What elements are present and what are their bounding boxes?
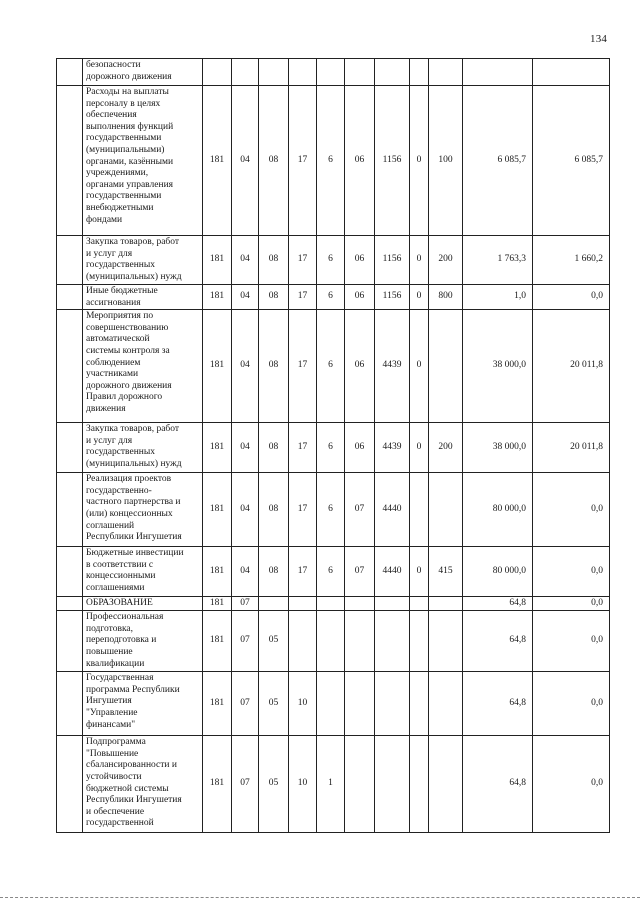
row-name: Профессиональная подготовка, переподготовка и повышение квалификации	[83, 611, 203, 672]
code-cell: 0	[410, 285, 429, 310]
code-cell: 4440	[375, 473, 410, 547]
amount-cell: 64,8	[463, 672, 533, 736]
code-cell	[429, 310, 463, 423]
code-cell: 6	[317, 423, 345, 473]
code-cell: 800	[429, 285, 463, 310]
code-cell	[375, 611, 410, 672]
code-cell	[410, 597, 429, 611]
code-cell	[317, 611, 345, 672]
amount-cell: 0,0	[533, 547, 610, 597]
code-cell	[410, 611, 429, 672]
code-cell	[289, 597, 317, 611]
code-cell: 04	[232, 423, 259, 473]
code-cell: 1156	[375, 285, 410, 310]
code-cell: 04	[232, 547, 259, 597]
code-cell	[317, 672, 345, 736]
code-cell: 17	[289, 86, 317, 236]
code-cell: 08	[259, 473, 289, 547]
code-cell: 08	[259, 285, 289, 310]
code-cell	[375, 672, 410, 736]
code-cell: 0	[410, 86, 429, 236]
code-cell: 08	[259, 236, 289, 285]
code-cell: 07	[232, 597, 259, 611]
amount-cell: 0,0	[533, 736, 610, 833]
code-cell: 17	[289, 285, 317, 310]
code-cell	[259, 59, 289, 86]
code-cell: 6	[317, 473, 345, 547]
code-cell: 10	[289, 736, 317, 833]
table-row	[57, 611, 610, 672]
row-name: Подпрограмма "Повышение сбалансированности и устойчивости бюджетной системы Республики Ингушетия и обеспечение государственной	[83, 736, 203, 833]
code-cell: 06	[345, 86, 375, 236]
code-cell	[345, 736, 375, 833]
row-name: безопасности дорожного движения	[83, 59, 203, 86]
code-cell	[429, 59, 463, 86]
code-cell	[345, 672, 375, 736]
table-row	[57, 547, 610, 597]
blank-cell	[57, 547, 83, 597]
amount-cell: 20 011,8	[533, 423, 610, 473]
code-cell: 4440	[375, 547, 410, 597]
code-cell	[232, 59, 259, 86]
amount-cell	[463, 59, 533, 86]
row-name: Мероприятия по совершенствованию автоматической системы контроля за соблюдением участниками дорожного движения Правил дорожного движения	[83, 310, 203, 423]
code-cell: 04	[232, 285, 259, 310]
blank-cell	[57, 736, 83, 833]
code-cell	[375, 59, 410, 86]
code-cell	[429, 736, 463, 833]
amount-cell: 6 085,7	[463, 86, 533, 236]
code-cell	[203, 59, 232, 86]
row-name: Закупка товаров, работ и услуг для государственных (муниципальных) нужд	[83, 423, 203, 473]
code-cell: 07	[345, 473, 375, 547]
code-cell: 181	[203, 86, 232, 236]
code-cell: 181	[203, 736, 232, 833]
blank-cell	[57, 611, 83, 672]
amount-cell: 1,0	[463, 285, 533, 310]
code-cell: 181	[203, 473, 232, 547]
row-name: Закупка товаров, работ и услуг для государственных (муниципальных) нужд	[83, 236, 203, 285]
table-row	[57, 672, 610, 736]
code-cell: 04	[232, 473, 259, 547]
budget-table	[56, 58, 610, 833]
code-cell: 1156	[375, 86, 410, 236]
amount-cell: 80 000,0	[463, 547, 533, 597]
table-row	[57, 285, 610, 310]
amount-cell: 64,8	[463, 597, 533, 611]
table-row	[57, 86, 610, 236]
code-cell: 181	[203, 672, 232, 736]
amount-cell: 38 000,0	[463, 310, 533, 423]
code-cell: 6	[317, 236, 345, 285]
code-cell: 17	[289, 473, 317, 547]
blank-cell	[57, 672, 83, 736]
code-cell	[375, 736, 410, 833]
code-cell	[429, 597, 463, 611]
code-cell: 05	[259, 736, 289, 833]
code-cell: 181	[203, 611, 232, 672]
code-cell: 08	[259, 310, 289, 423]
page-number: 134	[590, 33, 608, 45]
code-cell	[410, 59, 429, 86]
row-name: Расходы на выплаты персоналу в целях обеспечения выполнения функций государственными (муниципальными) органами, казёнными учреждениями, органами управления государственными внебюджетными фондами	[83, 86, 203, 236]
code-cell: 04	[232, 236, 259, 285]
amount-cell	[533, 59, 610, 86]
code-cell: 100	[429, 86, 463, 236]
code-cell: 200	[429, 423, 463, 473]
code-cell: 06	[345, 236, 375, 285]
code-cell: 0	[410, 423, 429, 473]
code-cell: 6	[317, 310, 345, 423]
amount-cell: 1 763,3	[463, 236, 533, 285]
table-row	[57, 236, 610, 285]
code-cell: 181	[203, 547, 232, 597]
blank-cell	[57, 423, 83, 473]
code-cell: 1156	[375, 236, 410, 285]
code-cell: 4439	[375, 310, 410, 423]
blank-cell	[57, 59, 83, 86]
row-name: Иные бюджетные ассигнования	[83, 285, 203, 310]
code-cell	[429, 473, 463, 547]
code-cell: 06	[345, 285, 375, 310]
code-cell: 05	[259, 672, 289, 736]
code-cell	[429, 672, 463, 736]
code-cell: 05	[259, 611, 289, 672]
amount-cell: 0,0	[533, 672, 610, 736]
amount-cell: 80 000,0	[463, 473, 533, 547]
amount-cell: 64,8	[463, 611, 533, 672]
code-cell: 04	[232, 310, 259, 423]
row-name: Реализация проектов государственно- частного партнерства и (или) концессионных соглашений Республики Ингушетия	[83, 473, 203, 547]
blank-cell	[57, 86, 83, 236]
code-cell	[345, 597, 375, 611]
code-cell: 6	[317, 86, 345, 236]
code-cell: 181	[203, 236, 232, 285]
code-cell	[375, 597, 410, 611]
code-cell: 17	[289, 310, 317, 423]
blank-cell	[57, 285, 83, 310]
amount-cell: 0,0	[533, 473, 610, 547]
code-cell: 181	[203, 423, 232, 473]
table-row	[57, 423, 610, 473]
code-cell: 08	[259, 423, 289, 473]
code-cell: 08	[259, 547, 289, 597]
amount-cell: 64,8	[463, 736, 533, 833]
table-row	[57, 59, 610, 86]
code-cell: 10	[289, 672, 317, 736]
code-cell: 181	[203, 285, 232, 310]
blank-cell	[57, 597, 83, 611]
amount-cell: 0,0	[533, 597, 610, 611]
code-cell: 1	[317, 736, 345, 833]
code-cell: 6	[317, 285, 345, 310]
amount-cell: 6 085,7	[533, 86, 610, 236]
code-cell: 07	[232, 736, 259, 833]
page-bottom-edge	[0, 897, 640, 898]
code-cell: 0	[410, 236, 429, 285]
table-row	[57, 310, 610, 423]
code-cell	[317, 59, 345, 86]
blank-cell	[57, 310, 83, 423]
code-cell	[410, 736, 429, 833]
code-cell	[410, 672, 429, 736]
code-cell: 06	[345, 423, 375, 473]
code-cell: 181	[203, 310, 232, 423]
code-cell: 06	[345, 310, 375, 423]
code-cell: 181	[203, 597, 232, 611]
row-name: ОБРАЗОВАНИЕ	[83, 597, 203, 611]
code-cell: 415	[429, 547, 463, 597]
code-cell	[259, 597, 289, 611]
amount-cell: 38 000,0	[463, 423, 533, 473]
code-cell	[289, 59, 317, 86]
code-cell: 4439	[375, 423, 410, 473]
code-cell	[429, 611, 463, 672]
code-cell: 07	[232, 672, 259, 736]
amount-cell: 1 660,2	[533, 236, 610, 285]
code-cell: 0	[410, 310, 429, 423]
code-cell: 08	[259, 86, 289, 236]
amount-cell: 0,0	[533, 285, 610, 310]
code-cell	[410, 473, 429, 547]
table-row	[57, 473, 610, 547]
table-row	[57, 736, 610, 833]
code-cell: 17	[289, 547, 317, 597]
amount-cell: 20 011,8	[533, 310, 610, 423]
code-cell: 6	[317, 547, 345, 597]
amount-cell: 0,0	[533, 611, 610, 672]
code-cell: 04	[232, 86, 259, 236]
row-name: Бюджетные инвестиции в соответствии с концессионными соглашениями	[83, 547, 203, 597]
code-cell: 0	[410, 547, 429, 597]
code-cell	[345, 611, 375, 672]
code-cell: 200	[429, 236, 463, 285]
blank-cell	[57, 236, 83, 285]
code-cell: 07	[345, 547, 375, 597]
row-name: Государственная программа Республики Ингушетия "Управление финансами"	[83, 672, 203, 736]
code-cell	[345, 59, 375, 86]
code-cell	[317, 597, 345, 611]
code-cell: 17	[289, 423, 317, 473]
code-cell: 17	[289, 236, 317, 285]
table-row	[57, 597, 610, 611]
code-cell: 07	[232, 611, 259, 672]
blank-cell	[57, 473, 83, 547]
code-cell	[289, 611, 317, 672]
